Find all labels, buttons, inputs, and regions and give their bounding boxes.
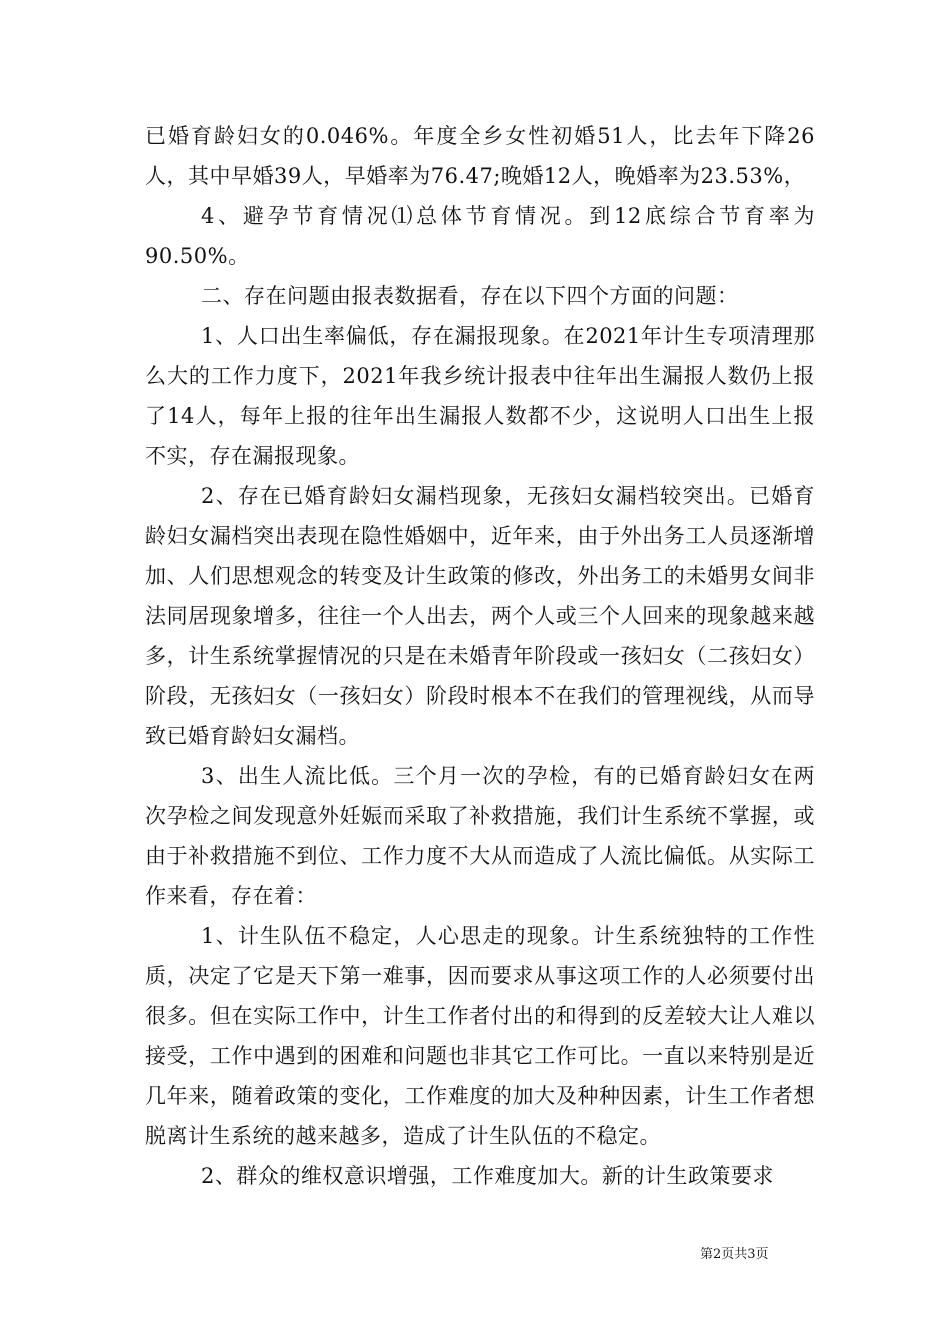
document-body bbox=[145, 116, 815, 1196]
paragraph-3: 二、存在问题由报表数据看，存在以下四个方面的问题： bbox=[201, 284, 739, 308]
page-footer bbox=[700, 1246, 820, 1264]
paragraph-1: 已婚育龄妇女的0.046%。年度全乡女性初婚51人，比去年下降26人，其中早婚39人，早婚率为76.47;晚婚12人，晚婚率为23.53%， bbox=[145, 124, 815, 188]
paragraph-7: 1、计生队伍不稳定，人心思走的现象。计生系统独特的工作性质，决定了它是天下第一难事，因而要求从事这项工作的人必须要付出很多。但在实际工作中，计生工作者付出的和得到的反差较大让人难以接受，工作中遇到的困难和问题也非其它工作可比。一直以来特别是近几年来，随着政策的变化，工作难度的加大及种种因素，计生工作者想脱离计生系统的越来越多，造成了计生队伍的不稳定。 bbox=[145, 924, 815, 1148]
paragraph-4: 1、人口出生率偏低，存在漏报现象。在2021年计生专项清理那么大的工作力度下，2021年我乡统计报表中往年出生漏报人数仍上报了14人，每年上报的往年出生漏报人数都不少，这说明人口出生上报不实，存在漏报现象。 bbox=[145, 324, 815, 468]
paragraph-2: 4、避孕节育情况⑴总体节育情况。到12底综合节育率为90.50%。 bbox=[145, 204, 815, 268]
paragraph-8: 2、群众的维权意识增强，工作难度加大。新的计生政策要求 bbox=[201, 1164, 774, 1188]
page-number-label: 第2页共3页 bbox=[700, 1247, 769, 1262]
paragraph-6: 3、出生人流比低。三个月一次的孕检，有的已婚育龄妇女在两次孕检之间发现意外妊娠而采取了补救措施，我们计生系统不掌握，或由于补救措施不到位、工作力度不大从而造成了人流比偏低。从实际工作来看，存在着： bbox=[145, 764, 815, 908]
paragraph-5: 2、存在已婚育龄妇女漏档现象，无孩妇女漏档较突出。已婚育龄妇女漏档突出表现在隐性婚姻中，近年来，由于外出务工人员逐渐增加、人们思想观念的转变及计生政策的修改，外出务工的未婚男女间非法同居现象增多，往往一个人出去，两个人或三个人回来的现象越来越多，计生系统掌握情况的只是在未婚青年阶段或一孩妇女（二孩妇女）阶段，无孩妇女（一孩妇女）阶段时根本不在我们的管理视线，从而导致已婚育龄妇女漏档。 bbox=[145, 484, 815, 748]
